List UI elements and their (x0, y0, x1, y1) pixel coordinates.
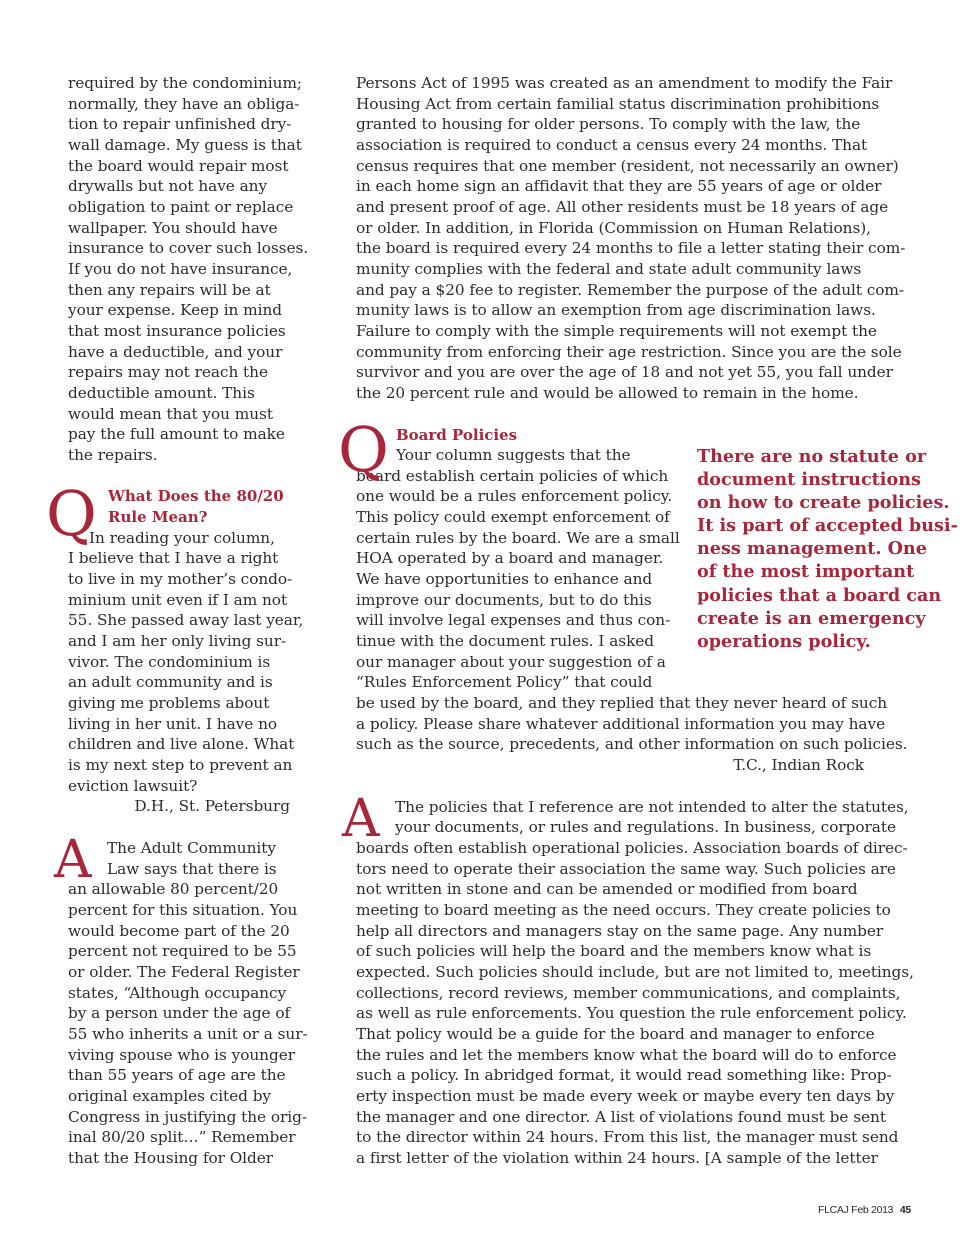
text-line: help all directors and managers stay on the same page. Any number (356, 921, 884, 940)
question-heading (68, 486, 290, 527)
answer-dropcap: A (54, 829, 92, 890)
text-line: a policy. Please share whatever additional information you may have (356, 714, 886, 733)
text-line: original examples cited by (68, 1086, 272, 1105)
text-line: collections, record reviews, member communications, and complaints, (356, 983, 901, 1002)
text-line: an allowable 80 percent/20 (68, 880, 279, 899)
text-line: insurance to cover such losses. (68, 239, 309, 258)
text-line: percent not required to be 55 (68, 942, 297, 961)
text-line: in each home sign an affidavit that they are 55 years of age or older (356, 177, 882, 196)
text-line: If you do not have insurance, (68, 259, 293, 278)
question-body (68, 528, 304, 797)
text-line: to live in my mother’s condo- (68, 570, 293, 589)
text-line: Congress in justifying the orig- (68, 1107, 307, 1126)
answer-first-lines (68, 838, 290, 879)
text-line: the board is required every 24 months to file a letter stating their com- (356, 239, 906, 258)
text-line: deductible amount. This (68, 383, 255, 402)
pull-quote-line: It is part of accepted busi- (697, 515, 958, 537)
pull-quote-line: ness management. One (697, 538, 927, 560)
text-line: have a deductible, and your (68, 342, 283, 361)
pull-quote-line: create is an emergency (697, 607, 926, 629)
continued-answer-right (356, 73, 906, 404)
text-line: repairs may not reach the (68, 363, 268, 382)
text-line: That policy would be a guide for the board and manager to enforce (356, 1024, 875, 1043)
heading-line: Rule Mean? (108, 508, 208, 527)
text-line: vivor. The condominium is (68, 652, 271, 671)
text-line: normally, they have an obliga- (68, 94, 300, 113)
text-line: such as the source, precedents, and other information on such policies. (356, 735, 908, 754)
text-line: or older. In addition, in Florida (Commission on Human Relations), (356, 218, 871, 237)
question-dropcap: Q (338, 412, 389, 486)
text-line: your documents, or rules and regulations. In business, corporate (395, 818, 896, 837)
text-line: eviction lawsuit? (68, 776, 198, 795)
page-footer (818, 1204, 911, 1216)
text-line: This policy could exempt enforcement of (356, 508, 670, 527)
text-line: to the director within 24 hours. From this list, the manager must send (356, 1128, 899, 1147)
text-line: Failure to comply with the simple requirements will not exempt the (356, 321, 877, 340)
text-line: Housing Act from certain familial status discrimination prohibitions (356, 94, 880, 113)
text-line: The Adult Community (107, 838, 276, 857)
text-line: of such policies will help the board and the members know what is (356, 942, 872, 961)
text-line: and I am her only living sur- (68, 632, 287, 651)
text-line: tion to repair unfinished dry- (68, 115, 292, 134)
text-line: or older. The Federal Register (68, 962, 300, 981)
text-line: HOA operated by a board and manager. (356, 549, 664, 568)
text-line: required by the condominium; (68, 74, 303, 92)
pull-quote-line: document instructions (697, 469, 921, 491)
question-dropcap: Q (46, 477, 97, 551)
publication-name: FLCAJ (818, 1204, 849, 1216)
pull-quote-line: operations policy. (697, 630, 871, 652)
text-line: minium unit even if I am not (68, 590, 288, 609)
text-line: as well as rule enforcements. You question the rule enforcement policy. (356, 1004, 907, 1023)
page-number: 45 (899, 1204, 911, 1216)
left-column (46, 73, 309, 1168)
answer-body (68, 879, 308, 1168)
text-line: improve our documents, but to do this (356, 590, 652, 609)
text-line: obligation to paint or replace (68, 197, 294, 216)
text-line: I believe that I have a right (68, 549, 279, 568)
text-line: certain rules by the board. We are a small (356, 528, 680, 547)
text-line: the board would repair most (68, 156, 289, 175)
pull-quote-line: There are no statute or (697, 446, 927, 467)
text-line: that most insurance policies (68, 321, 286, 340)
question-80-20 (46, 477, 304, 817)
text-line: that the Housing for Older (68, 1148, 274, 1167)
text-line: and pay a $20 fee to register. Remember the purpose of the adult com- (356, 280, 904, 299)
text-line: the rules and let the members know what the board will do to enforce (356, 1045, 897, 1064)
answer-body (356, 838, 914, 1169)
text-line: will involve legal expenses and thus con- (356, 611, 671, 630)
text-line: In reading your column, (89, 528, 275, 547)
text-line: community from enforcing their age restriction. Since you are the sole (356, 342, 902, 361)
text-line: by a person under the age of (68, 1004, 291, 1023)
text-line: granted to housing for older persons. To comply with the law, the (356, 115, 861, 134)
text-line: the repairs. (68, 445, 158, 464)
answer-80-20 (54, 829, 308, 1169)
text-line: Persons Act of 1995 was created as an amendment to modify the Fair (356, 74, 893, 92)
text-line: erty inspection must be made every week or maybe every ten days by (356, 1086, 895, 1105)
text-line: the 20 percent rule and would be allowed to remain in the home. (356, 383, 859, 402)
pull-quote-line: policies that a board can (697, 584, 942, 606)
question-signature: D.H., St. Petersburg (134, 797, 290, 816)
pull-quote (697, 445, 958, 653)
text-line: inal 80/20 split…” Remember (68, 1128, 296, 1147)
answer-dropcap: A (342, 788, 380, 849)
text-line: drywalls but not have any (68, 177, 268, 196)
text-line: survivor and you are over the age of 18 and not yet 55, you fall under (356, 363, 893, 382)
text-line: and present proof of age. All other residents must be 18 years of age (356, 197, 889, 216)
text-line: living in her unit. I have no (68, 714, 278, 733)
text-line: tinue with the document rules. I asked (356, 632, 655, 651)
continued-answer-left (68, 73, 309, 465)
text-line: Law says that there is (107, 859, 277, 878)
text-line: then any repairs will be at (68, 280, 271, 299)
issue-date: Feb 2013 (851, 1204, 894, 1216)
text-line: munity laws is to allow an exemption from age discrimination laws. (356, 301, 876, 320)
text-line: wallpaper. You should have (68, 218, 278, 237)
text-line: such a policy. In abridged format, it would read something like: Prop- (356, 1066, 892, 1085)
text-line: census requires that one member (resident, not necessarily an owner) (356, 156, 899, 175)
text-line: boards often establish operational policies. Association boards of direc- (356, 838, 908, 857)
text-line: a first letter of the violation within 24 hours. [A sample of the letter (356, 1148, 878, 1167)
text-line: 55. She passed away last year, (68, 611, 304, 630)
text-line: “Rules Enforcement Policy” that could (356, 673, 653, 692)
text-line: is my next step to prevent an (68, 756, 293, 774)
text-line: Your column suggests that the (396, 446, 631, 465)
question-signature: T.C., Indian Rock (733, 756, 864, 774)
text-line: viving spouse who is younger (68, 1045, 295, 1064)
question-body-wide (356, 693, 908, 755)
text-line: the manager and one director. A list of violations found must be sent (356, 1107, 886, 1126)
text-line: children and live alone. What (68, 735, 295, 754)
text-line: association is required to conduct a census every 24 months. That (356, 135, 868, 154)
text-line: giving me problems about (68, 694, 270, 713)
text-line: one would be a rules enforcement policy. (356, 487, 673, 506)
pull-quote-line: on how to create policies. (697, 492, 950, 514)
text-line: your expense. Keep in mind (68, 301, 283, 320)
text-line: wall damage. My guess is that (68, 135, 302, 154)
text-line: The policies that I reference are not intended to alter the statutes, (395, 797, 909, 816)
text-line: our manager about your suggestion of a (356, 652, 666, 671)
text-line: be used by the board, and they replied that they never heard of such (356, 694, 888, 713)
text-line: We have opportunities to enhance and (356, 570, 653, 589)
question-heading: Board Policies (396, 425, 518, 444)
text-line: board establish certain policies of which (356, 466, 669, 485)
answer-board-policies (342, 788, 914, 1169)
text-line: than 55 years of age are the (68, 1066, 286, 1085)
answer-first-lines (356, 797, 909, 838)
heading-line: What Does the 80/20 (108, 487, 284, 506)
text-line: meeting to board meeting as the need occurs. They create policies to (356, 900, 891, 919)
text-line: pay the full amount to make (68, 425, 285, 444)
text-line: 55 who inherits a unit or a sur- (68, 1024, 308, 1043)
text-line: percent for this situation. You (68, 900, 298, 919)
text-line: munity complies with the federal and state adult community laws (356, 259, 862, 278)
text-line: expected. Such policies should include, but are not limited to, meetings, (356, 962, 914, 981)
text-line: would become part of the 20 (68, 921, 290, 940)
text-line: an adult community and is (68, 673, 273, 692)
pull-quote-line: of the most important (697, 561, 915, 583)
text-line: would mean that you must (68, 404, 273, 423)
text-line: tors need to operate their association the same way. Such policies are (356, 859, 896, 878)
text-line: states, “Although occupancy (68, 983, 287, 1002)
text-line: not written in stone and can be amended or modified from board (356, 880, 858, 899)
